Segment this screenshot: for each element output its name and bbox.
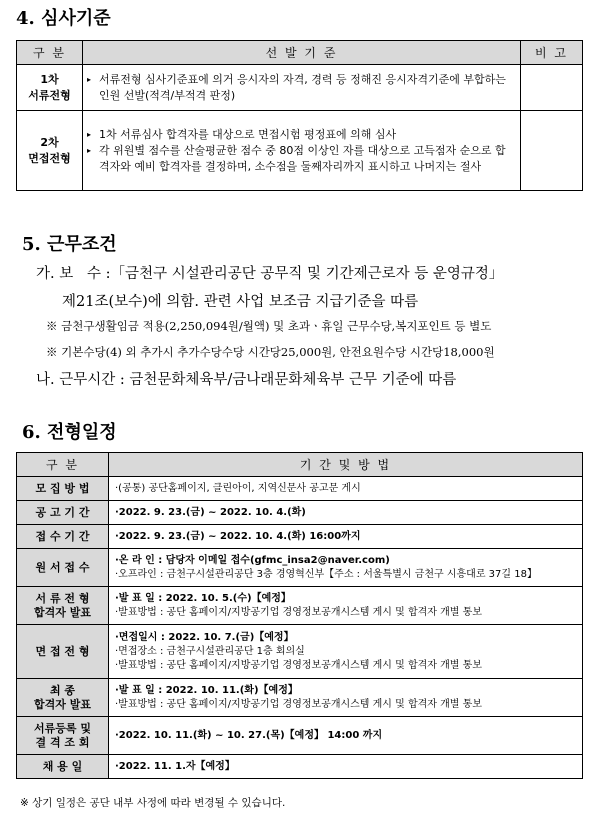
work-hours-line: 나. 근무시간 : 금천문화체육부/금나래문화체육부 근무 기준에 따름 [36,372,457,388]
schedule-row [17,549,583,587]
bullet-icon: ▸ [87,145,92,155]
schedule-row-label: 공 고 기 간 [17,501,109,525]
schedule-header-period: 기 간 및 방 법 [109,453,583,477]
schedule-row-label: 최 종 합격자 발표 [17,679,109,717]
pay-note-1: ※ 금천구생활임금 적용(2,250,094원/월액) 및 초과ㆍ휴일 근무수당,복지포인트 등 별도 [46,319,492,333]
schedule-row-content: ·2022. 9. 23.(금) ~ 2022. 10. 4.(화) 16:00까지 [109,525,583,549]
section-5-heading: 5. 근무조건 [22,234,117,255]
schedule-row-label: 서 류 전 형 합격자 발표 [17,587,109,625]
bullet-icon: ▸ [87,74,92,84]
criteria-header-note: 비 고 [521,41,583,65]
schedule-row-content: ·2022. 11. 1.자【예정】 [109,755,583,779]
pay-note-2: ※ 기본수당(4) 외 추가시 추가수당수당 시간당25,000원, 안전요원수당 시간당18,000원 [46,345,495,359]
schedule-row-label: 접 수 기 간 [17,525,109,549]
schedule-row [17,755,583,779]
criteria-row-1-content: ▸ 서류전형 심사기준표에 의거 응시자의 자격, 경력 등 정해진 응시자격기준에 부합하는 인원 선발(적격/부적격 판정) [83,65,521,111]
section-6-heading: 6. 전형일정 [22,422,117,443]
criteria-row-1-note [521,65,583,111]
schedule-row [17,717,583,755]
criteria-header-standard: 선 발 기 준 [83,41,521,65]
schedule-row-content: ·2022. 9. 23.(금) ~ 2022. 10. 4.(화) [109,501,583,525]
schedule-row-label: 면 접 전 형 [17,625,109,679]
bullet-icon: ▸ [87,129,92,139]
criteria-table [16,40,583,191]
schedule-row-label: 원 서 접 수 [17,549,109,587]
schedule-row-content: ·2022. 10. 11.(화) ~ 10. 27.(목)【예정】 14:00 까지 [109,717,583,755]
schedule-row [17,625,583,679]
schedule-row [17,477,583,501]
criteria-row-2-label: 2차 면접전형 [17,111,83,191]
schedule-row [17,501,583,525]
schedule-row-content: ·온 라 인 : 담당자 이메일 접수(gfmc_insa2@naver.com) ·오프라인 : 금천구시설관리공단 3층 경영혁신부【주소 : 서울특별시 금천구 시흥대로 37길 18】 [109,549,583,587]
schedule-table [16,452,583,779]
criteria-row-2-content: ▸ 1차 서류심사 합격자를 대상으로 면접시험 평정표에 의해 심사 ▸ 각 위원별 점수를 산술평균한 점수 중 80점 이상인 자를 대상으로 고득점자 순으로 합격자와 예비 합격자를 결정하며, 소수점을 둘째자리까지 표시하고 나머지는 절사 [83,111,521,191]
schedule-row-content: ·(공통) 공단홈페이지, 클린아이, 지역신문사 공고문 게시 [109,477,583,501]
schedule-row [17,587,583,625]
schedule-row-content: ·발 표 일 : 2022. 10. 5.(수)【예정】 ·발표방법 : 공단 홈페이지/지방공기업 경영정보공개시스템 게시 및 합격자 개별 통보 [109,587,583,625]
pay-line-2: 제21조(보수)에 의함. 관련 사업 보조금 지급기준을 따름 [62,294,419,310]
criteria-row-2-note [521,111,583,191]
schedule-row-label: 서류등록 및 결 격 조 회 [17,717,109,755]
schedule-row-content: ·면접일시 : 2022. 10. 7.(금)【예정】 ·면접장소 : 금천구시설관리공단 1층 회의실 ·발표방법 : 공단 홈페이지/지방공기업 경영정보공개시스템 게시 및 합격자 개별 통보 [109,625,583,679]
criteria-header-category: 구 분 [17,41,83,65]
schedule-row-content: ·발 표 일 : 2022. 10. 11.(화)【예정】 ·발표방법 : 공단 홈페이지/지방공기업 경영정보공개시스템 게시 및 합격자 개별 통보 [109,679,583,717]
pay-line: 가. 보 수 :「금천구 시설관리공단 공무직 및 기간제근로자 등 운영규정」 [36,266,504,282]
schedule-footnote: ※ 상기 일정은 공단 내부 사정에 따라 변경될 수 있습니다. [20,797,286,809]
schedule-row-label: 채 용 일 [17,755,109,779]
criteria-row-1-label: 1차 서류전형 [17,65,83,111]
section-4-heading: 4. 심사기준 [16,8,111,29]
schedule-row [17,525,583,549]
schedule-row-label: 모 집 방 법 [17,477,109,501]
schedule-row [17,679,583,717]
schedule-header-category: 구 분 [17,453,109,477]
